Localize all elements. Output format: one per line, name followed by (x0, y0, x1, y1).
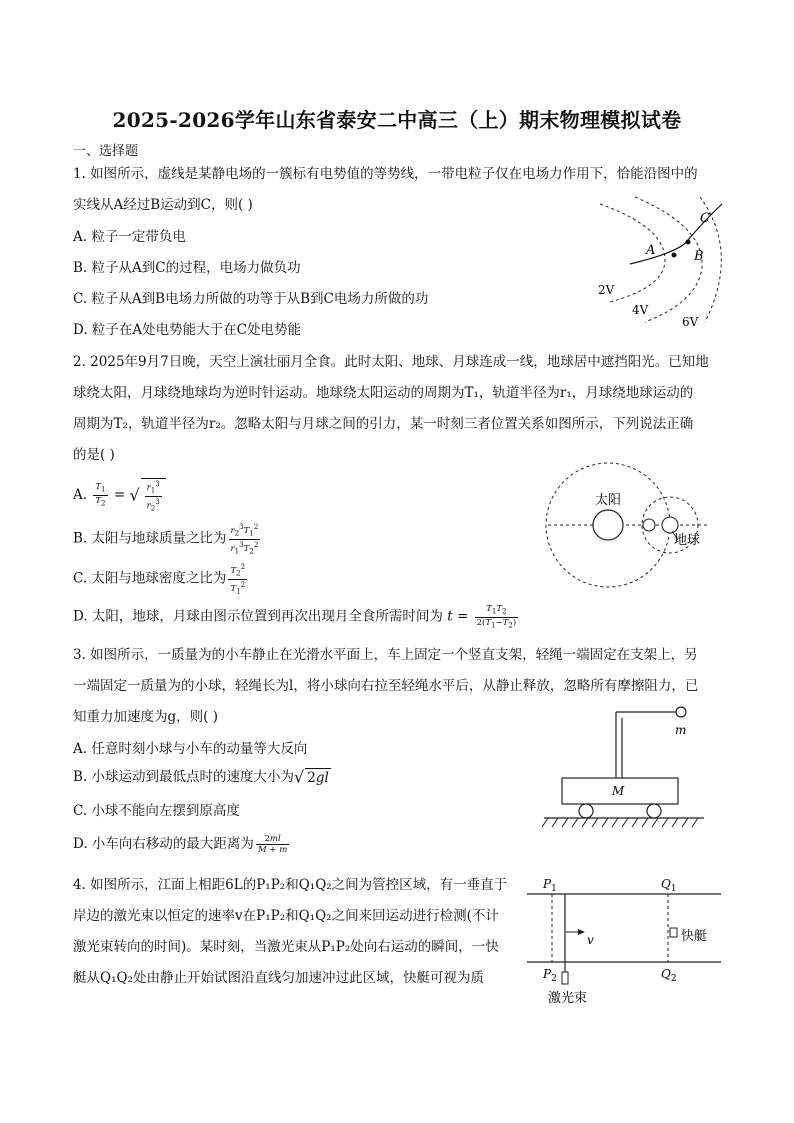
q4-label-q2: $Q_2$ (661, 967, 677, 984)
q2-stem-line3: 周期为T₂，轨道半径为r₂。忽略太阳与月球之间的引力，某一时刻三者位置关系如图所示，下列说法正确 (73, 416, 694, 432)
section-heading: 一、选择题 (73, 144, 139, 159)
q1-option-c: C. 粒子从A到B电场力所做的功等于从B到C电场力所做的功 (73, 291, 429, 307)
q1-option-b: B. 粒子从A到C的过程，电场力做负功 (73, 260, 301, 276)
q2-label-sun: 太阳 (595, 493, 622, 508)
q2-option-a-label: A. (73, 487, 92, 504)
q4-label-laser: 激光束 (548, 991, 588, 1006)
q2-option-c-label: C. 太阳与地球密度之比为 (73, 570, 227, 587)
q3-label-M: M (612, 784, 625, 798)
q3-stem-line1: 3. 如图所示，一质量为的小车静止在光滑水平面上，车上固定一个竖直支架，轻绳一端固定在支架上，另 (73, 647, 698, 663)
q1-stem-line2: 实线从A经过B运动到C，则( ) (73, 197, 253, 213)
q1-label-b: B (694, 249, 704, 264)
q3-label-m: m (675, 723, 687, 737)
q2-option-c: C. 太阳与地球密度之比为 $\frac{T_2^2}{T_1^2}$ (73, 562, 246, 596)
q2-label-earth: 地球 (674, 533, 701, 548)
q3-option-b: B. 小球运动到最低点时的速度大小为√ 2gl (73, 767, 329, 787)
q2-option-a: A. $\frac{T_1}{T_2}$ = √ $\frac{r_1^3}{r_2^3}$ (73, 478, 166, 513)
q3-option-a: A. 任意时刻小球与小车的动量等大反向 (73, 741, 308, 757)
q2-option-b-label: B. 太阳与地球质量之比为 (73, 530, 227, 547)
q2-orbit-figure (540, 452, 740, 602)
q3-option-d-label: D. 小车向右移动的最大距离为 (73, 836, 254, 852)
q4-label-p2: $P_2$ (543, 967, 557, 984)
q2-option-b: B. 太阳与地球质量之比为 $\frac{r_2^3T_1^2}{r_1^3T_2^2}$ (73, 522, 259, 556)
q1-label-a: A (646, 243, 656, 258)
q4-label-p1: $P_1$ (543, 877, 557, 894)
q1-stem-line1: 1. 如图所示，虚线是某静电场的一簇标有电势值的等势线，一带电粒子仅在电场力作用下，恰能沿图中的 (73, 166, 698, 182)
q1-equipotential-figure (590, 192, 740, 332)
q3-cart-figure (540, 700, 710, 835)
q3-option-d: D. 小车向右移动的最大距离为 $\frac{2ml}{M + m}$ (73, 834, 288, 855)
q1-label-6v: 6V (682, 315, 699, 329)
q1-option-d: D. 粒子在A处电势能大于在C处电势能 (73, 322, 302, 338)
q3-stem-line2: 一端固定一质量为的小球，轻绳长为l，将小球向右拉至轻绳水平后，从静止释放，忽略所有摩擦阻力，已 (73, 678, 699, 694)
q2-option-d: D. 太阳，地球，月球由图示位置到再次出现月全食所需时间为 t = $\frac{T_1T_2}{2(T_1-T_2)}$ (73, 604, 517, 630)
q4-label-q1: $Q_1$ (661, 877, 677, 894)
q1-label-c: C (700, 211, 710, 226)
q1-option-a: A. 粒子一定带负电 (73, 229, 186, 245)
q4-label-v: v (587, 933, 594, 947)
exam-title: 2025-2026学年山东省泰安二中高三（上）期末物理模拟试卷 (112, 108, 682, 132)
q4-river-figure (525, 870, 725, 1010)
q1-label-4v: 4V (632, 303, 649, 317)
q2-stem-line4: 的是( ) (73, 447, 115, 463)
q2-option-d-label: D. 太阳，地球，月球由图示位置到再次出现月全食所需时间为 (73, 608, 443, 625)
q3-stem-line3: 知重力加速度为g，则( ) (73, 709, 218, 725)
q4-label-boat: 快艇 (681, 929, 708, 944)
q4-stem-line4: 艇从Q₁Q₂处由静止开始试图沿直线匀加速冲过此区域，快艇可视为质 (73, 970, 484, 986)
q1-label-2v: 2V (598, 283, 615, 297)
q4-stem-line1: 4. 如图所示，江面上相距6L的P₁P₂和Q₁Q₂之间为管控区域，有一垂直于 (73, 877, 508, 893)
q2-stem-line2: 球绕太阳，月球绕地球均为逆时针运动。地球绕太阳运动的周期为T₁，轨道半径为r₁，月球绕地球运动的 (73, 385, 694, 401)
q3-option-b-label: B. 小球运动到最低点时的速度大小为 (73, 769, 295, 785)
q4-stem-line3: 激光束转向的时间)。某时刻，当激光束从P₁P₂处向右运动的瞬间，一快 (73, 939, 499, 955)
speedboat-icon (670, 928, 677, 937)
q2-stem-line1: 2. 2025年9月7日晚，天空上演壮丽月全食。此时太阳、地球、月球连成一线，地球居中遮挡阳光。已知地 (73, 354, 709, 370)
q3-option-c: C. 小球不能向左摆到原高度 (73, 803, 240, 819)
q4-stem-line2: 岸边的激光束以恒定的速率v在P₁P₂和Q₁Q₂之间来回运动进行检测(不计 (73, 908, 499, 924)
